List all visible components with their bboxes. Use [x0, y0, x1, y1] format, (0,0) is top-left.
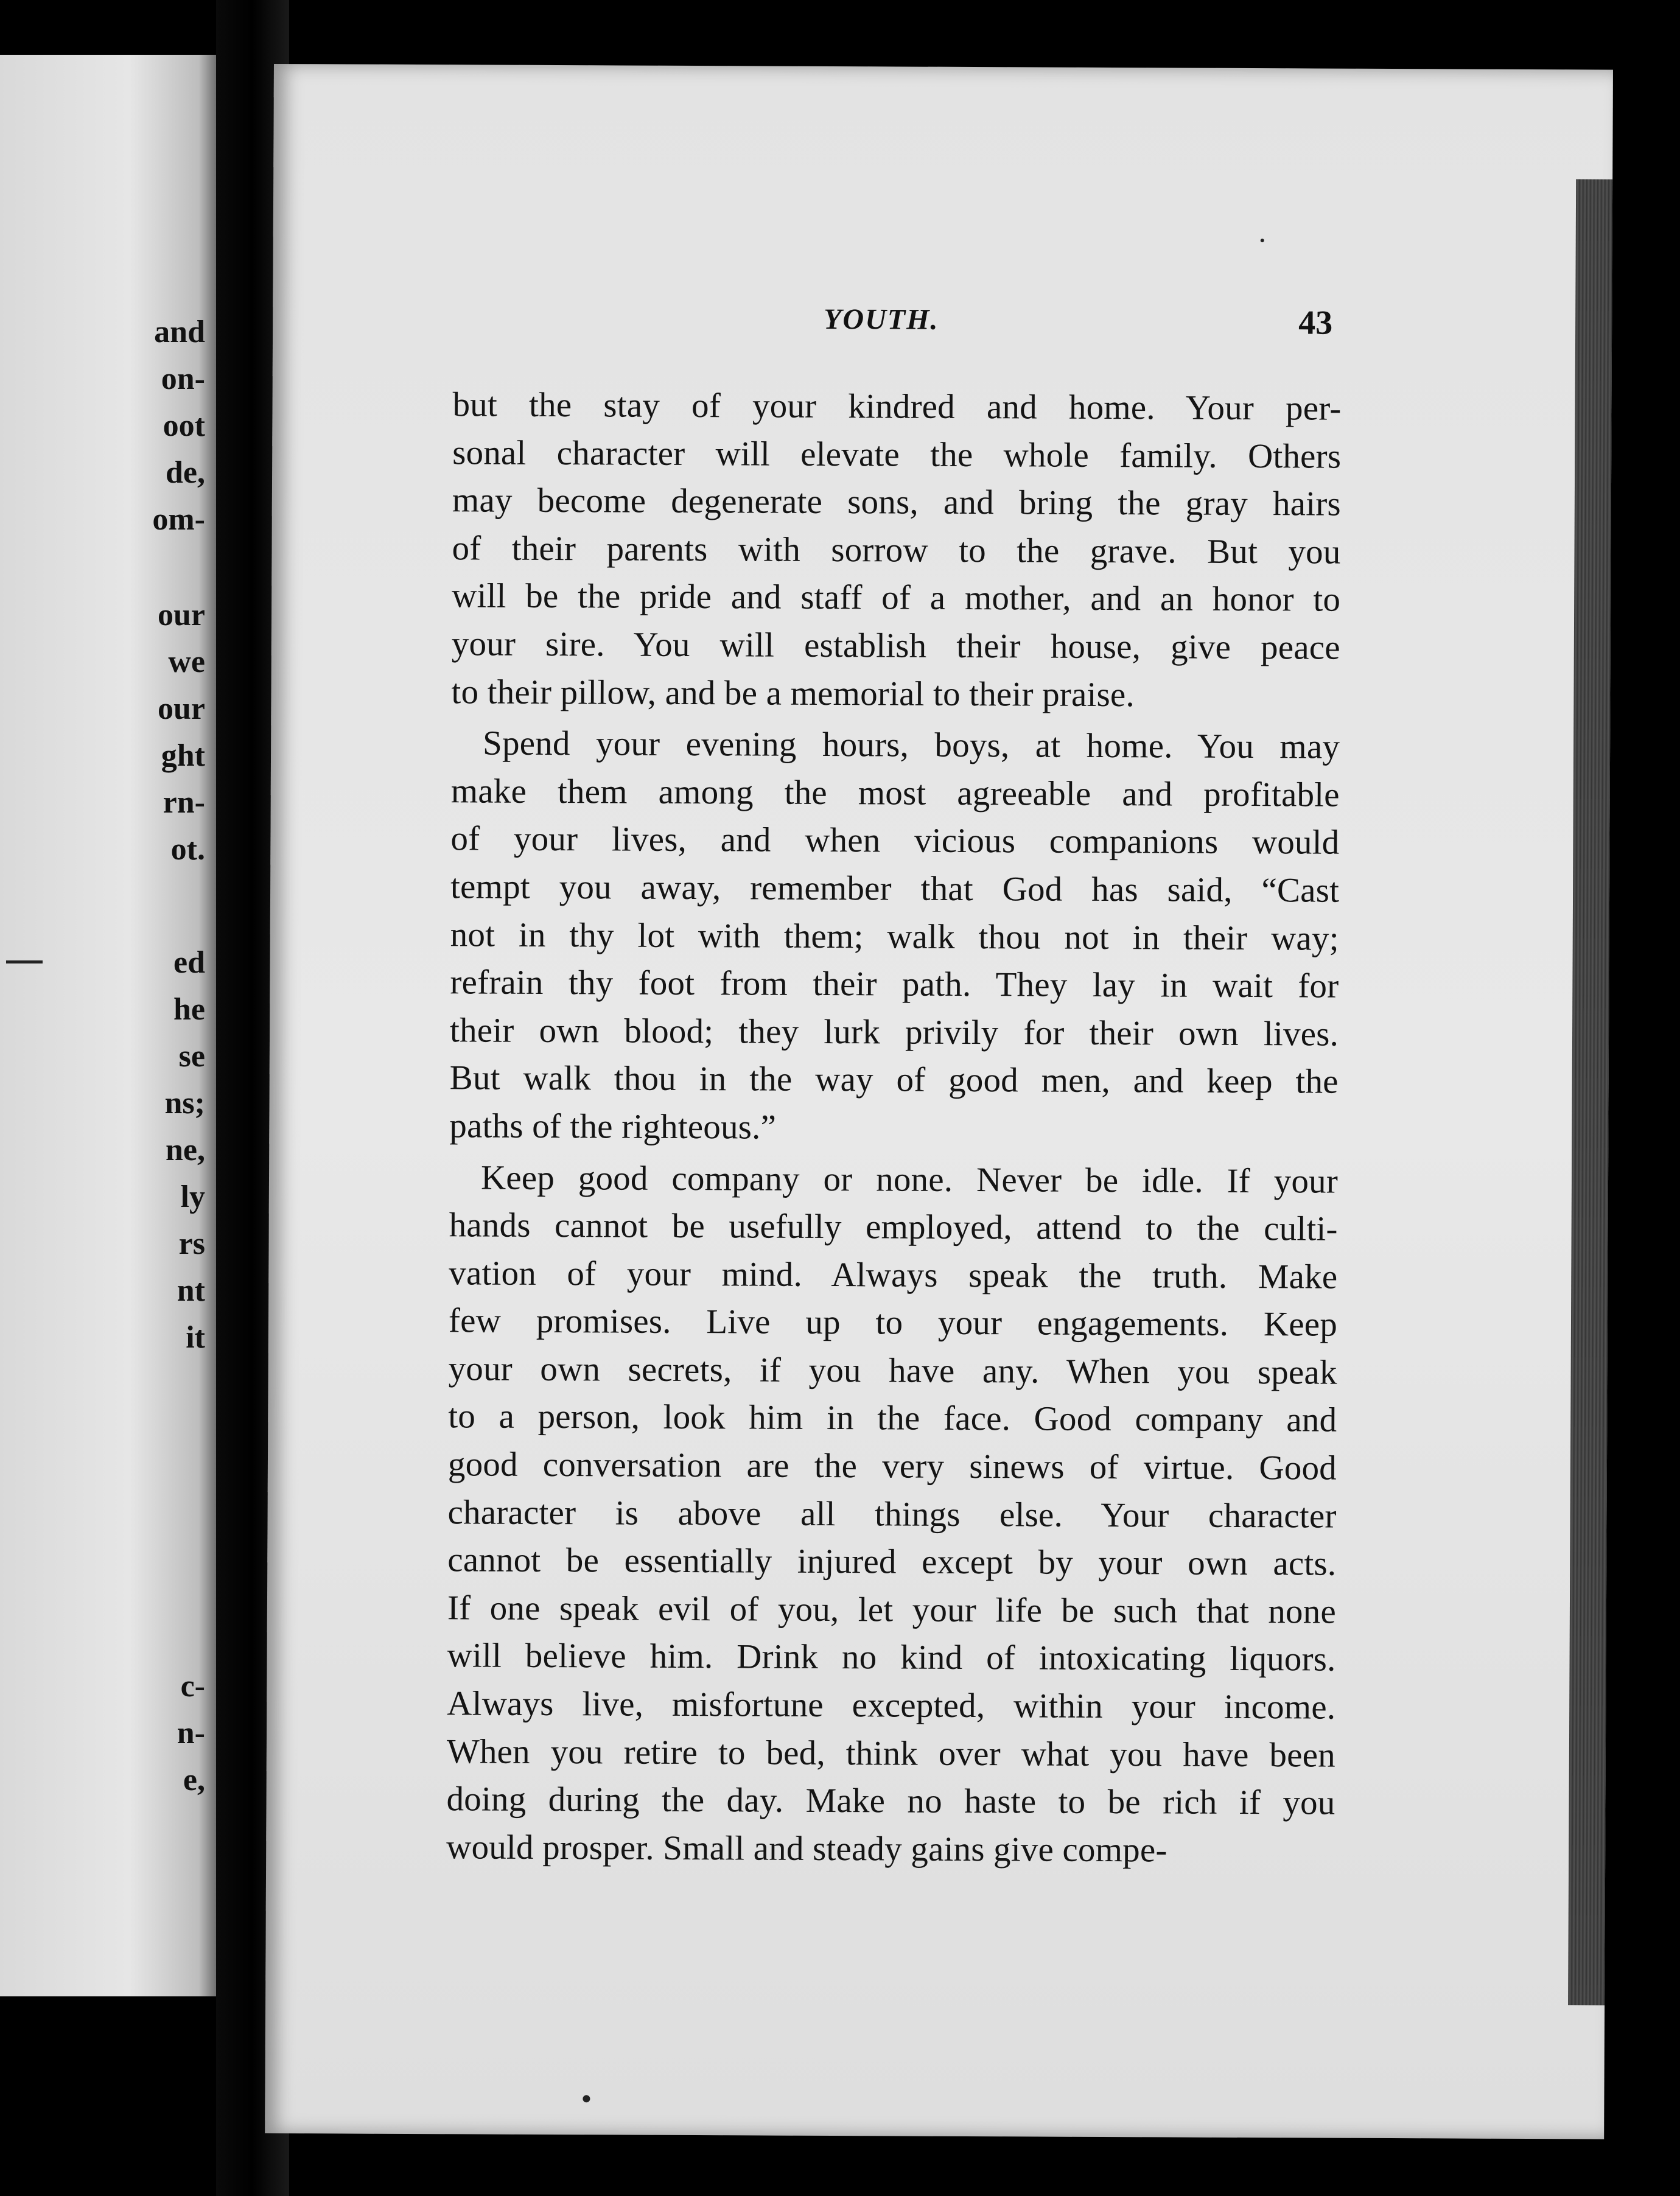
paragraph — [449, 719, 1340, 1154]
text-line: will be the pride and staff of a mother, and an honor to — [452, 576, 1341, 620]
text-line: to a person, look him in the face. Good company and — [448, 1397, 1337, 1440]
facing-page-rule — [6, 960, 43, 963]
text-line: few promises. Live up to your engagements. Keep — [448, 1301, 1338, 1344]
facing-page-fragment: and — [154, 315, 205, 349]
page-number: 43 — [1298, 304, 1333, 342]
text-line: but the stay of your kindred and home. Your per- — [452, 385, 1342, 428]
text-line: vation of your mind. Always speak the truth. Make — [449, 1253, 1338, 1296]
facing-page-fragment: our — [158, 598, 205, 632]
facing-page-fragment: ed — [173, 945, 205, 980]
text-line: Always live, misfortune excepted, within your income. — [447, 1684, 1336, 1727]
text-line: If one speak evil of you, let your life be such that none — [447, 1589, 1337, 1631]
facing-page-fragment: he — [173, 992, 205, 1027]
text-line: Keep good company or none. Never be idle. If your — [480, 1158, 1339, 1201]
text-line: cannot be essentially injured except by your own acts. — [447, 1540, 1337, 1583]
paragraph — [451, 381, 1341, 720]
text-line: hands cannot be usefully employed, attend to the culti- — [449, 1206, 1338, 1248]
facing-page-fragment: it — [186, 1320, 205, 1355]
facing-page-fragment: oot — [163, 408, 205, 443]
page-edge-stack — [1568, 179, 1612, 2005]
text-line: Spend your evening hours, boys, at home. You may — [482, 724, 1340, 766]
running-head: YOUTH. — [824, 302, 939, 336]
facing-page-fragment: nt — [177, 1273, 205, 1308]
text-line: character is above all things else. Your character — [447, 1492, 1337, 1536]
text-line: will believe him. Drink no kind of intoxicating liquors. — [447, 1636, 1336, 1679]
facing-page-fragment: ne, — [166, 1133, 205, 1167]
facing-page-fragment: rs — [178, 1226, 205, 1261]
facing-page-fragment: ly — [180, 1180, 205, 1214]
text-line: would prosper. Small and steady gains give compe- — [446, 1828, 1167, 1870]
body-text — [446, 381, 1342, 1875]
text-line: tempt you away, remember that God has said, “Cast — [450, 867, 1340, 910]
text-line: your own secrets, if you have any. When you speak — [448, 1349, 1337, 1392]
text-line: sonal character will elevate the whole family. Others — [452, 433, 1342, 476]
text-line: may become degenerate sons, and bring the gray hairs — [452, 481, 1341, 523]
book-page — [265, 64, 1613, 2139]
facing-page-fragment: we — [168, 645, 205, 679]
facing-page-fragment: on- — [161, 362, 205, 396]
facing-page-left — [0, 55, 216, 1996]
text-line: refrain thy foot from their path. They lay in wait for — [450, 963, 1339, 1005]
paragraph — [446, 1154, 1338, 1875]
text-line: When you retire to bed, think over what you have been — [446, 1732, 1336, 1775]
text-line: their own blood; they lurk privily for their own lives. — [449, 1010, 1339, 1054]
facing-page-fragment: our — [158, 691, 205, 726]
text-line: paths of the righteous.” — [449, 1107, 777, 1147]
facing-page-fragment: rn- — [163, 785, 205, 820]
facing-page-fragment: ns; — [164, 1086, 205, 1121]
facing-page-fragment: n- — [177, 1716, 205, 1750]
print-speck — [1261, 239, 1264, 242]
text-line: your sire. You will establish their house, give peace — [451, 624, 1340, 667]
facing-page-fragment: om- — [152, 502, 205, 537]
text-line: make them among the most agreeable and profitable — [450, 772, 1340, 814]
facing-page-fragment: ght — [161, 738, 205, 773]
print-speck — [583, 2095, 590, 2102]
facing-page-fragment: ot. — [170, 832, 205, 867]
text-line: of your lives, and when vicious companions would — [450, 819, 1340, 862]
text-line: doing during the day. Make no haste to be rich if you — [446, 1780, 1335, 1822]
text-line: good conversation are the very sinews of virtue. Good — [447, 1445, 1337, 1488]
text-line: not in thy lot with them; walk thou not in their way; — [450, 915, 1339, 958]
facing-page-fragment: de, — [166, 455, 205, 490]
text-line: of their parents with sorrow to the grave. But you — [452, 529, 1341, 572]
text-line: to their pillow, and be a memorial to their praise. — [451, 672, 1135, 714]
text-line: But walk thou in the way of good men, and keep the — [449, 1058, 1339, 1101]
facing-page-fragment: se — [178, 1039, 205, 1074]
facing-page-fragment: c- — [180, 1669, 205, 1704]
facing-page-fragment: e, — [183, 1763, 205, 1797]
